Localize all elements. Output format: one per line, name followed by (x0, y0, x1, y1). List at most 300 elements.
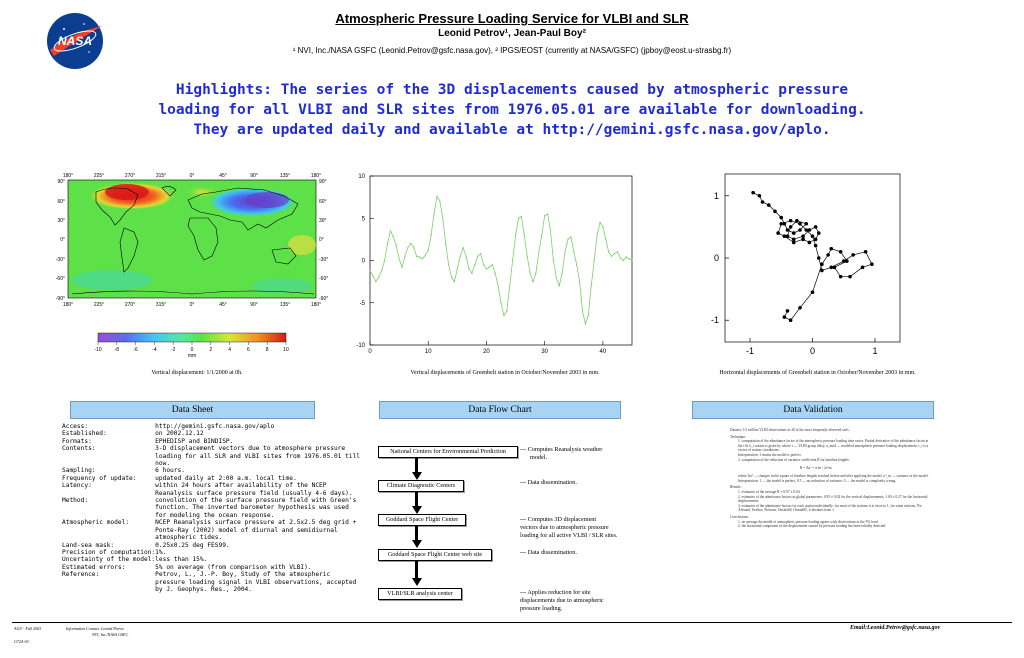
flow-note-line: model. (530, 454, 548, 461)
flow-box-cdc: Climate Diagnostic Centers (378, 480, 464, 492)
data-point (524, 234, 525, 235)
data-sheet-key: Estimated errors: (62, 563, 126, 571)
data-point (480, 253, 481, 254)
lon-label: 0° (189, 173, 195, 179)
data-point (527, 256, 528, 257)
data-point (439, 201, 440, 202)
x-tick-label: 20 (483, 349, 490, 355)
data-sheet-value: 1%. (155, 548, 167, 556)
flow-note-line: loading for all active VLBI / SLR sites. (520, 532, 618, 539)
data-point (811, 234, 815, 238)
lon-label: 225° (93, 173, 105, 179)
footer-affil: NVI, Inc./NASA GSFC (92, 632, 129, 637)
data-sheet-key: Sampling: (62, 467, 96, 475)
lon-label: 315° (155, 173, 167, 179)
data-sheet-table (62, 423, 362, 593)
data-point (547, 213, 548, 214)
data-point (783, 234, 787, 238)
lon-label: 90° (250, 173, 258, 179)
validation-item: 1. computation of the admittance factor of the atmospheric pressure loading time series. Partial derivative of the admittance factor at the i-th d_i station is given by where τ — VLBI group delay, a_mod — modeled atmospheric pressure loading displacement, r_i is a vector of station coordinates. (738, 439, 929, 453)
flow-arrow-shaft (415, 561, 418, 579)
horizontal-displacement-chart (695, 172, 905, 362)
data-point (814, 238, 818, 242)
data-sheet-value: EPHEDISP and BINDISP. (155, 437, 234, 445)
lon-label: 180° (310, 302, 322, 308)
data-point (817, 231, 821, 235)
flow-note-line: --- Applies reduction for site (520, 589, 591, 596)
data-sheet-row (62, 564, 362, 571)
series-line (753, 193, 872, 321)
flow-box-gsfc: Goddard Space Flight Center (378, 514, 466, 526)
data-sheet-row (62, 438, 362, 445)
data-point (826, 253, 830, 257)
data-point (454, 281, 455, 282)
validation-item: Interpretation: 1 — the model is perfect, 0.5 — no reduction of variance, 0 — the model is completely wrong. (738, 478, 897, 483)
lon-label: 315° (155, 302, 167, 308)
data-point (751, 191, 755, 195)
data-point (842, 259, 846, 263)
lon-label: 135° (279, 173, 291, 179)
data-point (795, 219, 799, 223)
data-point (521, 216, 522, 217)
data-point (410, 243, 411, 244)
flow-arrow-shaft (415, 458, 418, 473)
data-sheet-key: Land-sea mask: (62, 541, 115, 549)
highlights-line: They are updated daily and available at http://gemini.gsfc.nasa.gov/aplo. (193, 122, 831, 138)
x-tick-label: 1 (872, 346, 878, 356)
data-point (783, 315, 787, 319)
data-point (425, 255, 426, 256)
footer-meeting: AGU - Fall 2003 (14, 626, 42, 631)
formula: R = Δσ² + σ²m / 2σ²m (800, 466, 832, 471)
lon-label: 270° (124, 302, 136, 308)
validation-dataset: Dataset: 3.5 million VLBI observations at 40 of the most frequently observed sites. (730, 428, 850, 432)
lat-label: -60° (319, 276, 329, 282)
flow-arrow-head (412, 578, 422, 586)
data-flow-chart (378, 443, 648, 623)
data-point (804, 228, 808, 232)
footer-email: Email:Leonid.Petrov@gsfc.nasa.gov (850, 625, 941, 631)
data-point (585, 323, 586, 324)
data-point (381, 270, 382, 271)
y-tick-label: 0 (361, 258, 365, 265)
data-point (789, 225, 793, 229)
flow-note-line: displacements due to atmospheric (520, 597, 604, 604)
data-point (451, 277, 452, 278)
flow-box-ncep: National Centers for Environmental Prediction (378, 446, 518, 458)
data-sheet-row (62, 519, 362, 541)
data-point (798, 222, 802, 226)
data-point (378, 277, 379, 278)
data-point (422, 258, 423, 259)
data-sheet-value: within 24 hours after availability of the NCEP Reanalysis surface pressure field (usually 4-6 days). (155, 482, 353, 497)
horizontal-chart-caption: Horizontal displacements of Greenbelt station in October/November 2003 in mm. (719, 370, 916, 376)
data-point (398, 258, 399, 259)
data-point (532, 281, 533, 282)
data-point (564, 251, 565, 252)
data-validation-header: Data Validation (692, 401, 934, 419)
highlights-line: loading for all VLBI and SLR sites from 1976.05.01 are available for downloading. (158, 102, 866, 118)
lat-label: -60° (55, 276, 65, 282)
data-sheet-key: Reference: (62, 571, 100, 579)
data-sheet-row (62, 445, 362, 467)
data-point (845, 259, 849, 263)
lon-label: 270° (124, 173, 136, 179)
highlights-line: Highlights: The series of the 3D displacements caused by atmospheric pressure (175, 82, 849, 98)
data-point (512, 260, 513, 261)
colorbar-tick-label: 8 (265, 347, 269, 353)
data-point (620, 257, 621, 258)
lon-label: 135° (279, 302, 291, 308)
data-point (457, 268, 458, 269)
data-point (783, 222, 787, 226)
data-point (864, 250, 868, 254)
logo-text: NASA (57, 34, 93, 48)
data-point (413, 246, 414, 247)
data-sheet-value: less than 15%. (155, 556, 208, 564)
data-point (786, 234, 790, 238)
data-point (779, 216, 783, 220)
data-point (541, 234, 542, 235)
data-sheet-key: Access: (62, 423, 89, 430)
data-point (576, 264, 577, 265)
data-point (579, 281, 580, 282)
data-point (477, 256, 478, 257)
map-caption: Vertical displacement: 1/1/2000 at 0h. (151, 370, 243, 376)
data-sheet-value: updated daily at 2:00 a.m. local time. (155, 474, 297, 482)
highlights (60, 80, 964, 140)
lat-label: 30° (319, 218, 327, 224)
data-point (596, 234, 597, 235)
data-point (625, 256, 626, 257)
data-sheet-header: Data Sheet (70, 401, 315, 419)
data-sheet-value: http://gemini.gsfc.nasa.gov/aplo (155, 423, 275, 430)
flow-note-line: vectors due to atmospheric pressure (520, 524, 609, 531)
data-point (387, 243, 388, 244)
flow-note-analysis (520, 589, 604, 613)
flow-arrow-head (412, 506, 422, 514)
data-point (588, 315, 589, 316)
flow-note-gsfc (520, 516, 618, 540)
authors: Leonid Petrov¹, Jean-Paul Boy² (438, 28, 586, 39)
data-point (494, 272, 495, 273)
data-sheet-value: 5% on average (from comparison with VLBI). (155, 563, 312, 571)
flow-box-gsfc-web: Goddard Space Flight Center web site (378, 549, 492, 561)
plot-frame (725, 174, 900, 342)
data-point (761, 200, 765, 204)
data-sheet-row (62, 549, 362, 556)
data-point (460, 256, 461, 257)
validation-conclusions: Conclusions: (730, 514, 749, 519)
flow-arrow-head (412, 540, 422, 548)
data-point (430, 234, 431, 235)
data-point (602, 226, 603, 227)
footer-rule (12, 622, 1012, 623)
data-point (801, 238, 805, 242)
data-point (798, 228, 802, 232)
validation-item: 2. computation of the reduction of variance coefficient R for baseline lengths: (738, 457, 850, 462)
flow-note-line: --- Computes 3D displacement (520, 516, 597, 523)
data-point (773, 210, 777, 214)
data-point (556, 277, 557, 278)
data-flow-header: Data Flow Chart (379, 401, 621, 419)
data-point (573, 251, 574, 252)
colorbar-tick-label: -8 (114, 347, 120, 353)
flow-arrow-head (412, 472, 422, 480)
affiliations: ¹ NVI, Inc./NASA GSFC (Leonid.Petrov@gsfc.nasa.gov), ² IPGS/EOST (currently at NASA/GSFC) (jpboy@eost.u-strasbg.fr) (292, 46, 732, 55)
lat-label: -30° (55, 257, 65, 263)
colorbar-tick-label: -6 (133, 347, 138, 353)
x-tick-label: 0 (809, 346, 816, 356)
data-point (623, 260, 624, 261)
flow-note-line: pressure loading. (520, 605, 563, 612)
data-sheet-row (62, 497, 362, 519)
data-point (776, 231, 780, 235)
data-sheet-row (62, 556, 362, 563)
data-point (808, 228, 812, 232)
data-point (404, 256, 405, 257)
data-point (814, 244, 818, 248)
lat-label: 30° (57, 218, 65, 224)
data-point (817, 256, 821, 260)
lon-label: 225° (93, 302, 105, 308)
data-point (396, 245, 397, 246)
lat-label: 0° (319, 237, 324, 243)
colorbar-tick-label: 0 (190, 347, 194, 353)
flow-note-gsfc-web: --- Data dissemination. (520, 549, 577, 556)
y-tick-label: 10 (358, 174, 365, 180)
data-point (833, 266, 837, 270)
data-point (792, 238, 796, 242)
y-tick-label: 1 (713, 190, 719, 201)
data-point (786, 309, 790, 313)
colorbar-tick-label: -10 (94, 347, 102, 353)
data-point (384, 260, 385, 261)
x-tick-label: 40 (599, 349, 607, 355)
data-point (570, 236, 571, 237)
displacement-map (52, 170, 342, 385)
data-point (599, 222, 600, 223)
data-point (605, 239, 606, 240)
validation-item: 1. estimates of the average R = 0.97 ± 0.04 (738, 489, 800, 494)
lon-label: 180° (62, 302, 74, 308)
x-tick-label: 0 (368, 349, 372, 355)
flow-note-line: --- Computes Reanalysis weather (520, 446, 603, 453)
data-point (608, 251, 609, 252)
colorbar-tick-label: 10 (283, 347, 289, 353)
data-point (515, 234, 516, 235)
footer-id: G72A-03 (14, 639, 29, 644)
data-point (561, 272, 562, 273)
data-point (390, 230, 391, 231)
data-point (591, 285, 592, 286)
plot-frame (370, 176, 632, 345)
data-point (509, 285, 510, 286)
lon-label: 0° (189, 302, 195, 308)
data-sheet-row (62, 475, 362, 482)
data-point (798, 306, 802, 310)
data-sheet-row (62, 430, 362, 437)
data-point (614, 253, 615, 254)
data-sheet-key: Frequency of update: (62, 474, 137, 482)
data-sheet-row (62, 571, 362, 593)
validation-item: where Δσ² — changes in the square of baseline lengths residual before and after applying the model, σ²_m — variance of the model. (738, 474, 929, 479)
data-point (489, 267, 490, 268)
data-point (839, 275, 843, 279)
lat-label: 0° (60, 237, 65, 243)
y-tick-label: -5 (359, 300, 365, 307)
data-point (792, 241, 796, 245)
lat-label: 90° (319, 179, 327, 185)
data-point (767, 203, 771, 207)
data-point (433, 213, 434, 214)
validation-item: 3. estimates of the admittance factors for each station individually: for most of the stations it is close to 1, for some stations, Ny-Ålesund, Svetloe, Pietown, Onsala60, Onsala85, it deviates from 1. (738, 503, 923, 513)
x-tick-label: 10 (424, 349, 432, 355)
data-sheet-key: Formats: (62, 437, 92, 445)
validation-item: 2. estimates of the admittance factors as global parameters: 0.95 ± 0.02 for the vertical displacements, 1.00 ± 0.27 for the horizontal displacements. (738, 494, 928, 504)
data-point (820, 262, 824, 266)
data-sheet-key: Atmospheric model: (62, 519, 130, 527)
data-point (628, 258, 629, 259)
flow-arrow-shaft (415, 492, 418, 507)
y-tick-label: 0 (713, 253, 719, 263)
data-point (428, 250, 429, 251)
data-point (462, 247, 463, 248)
colorbar-tick-label: 6 (247, 347, 250, 353)
data-point (829, 247, 833, 251)
poster-title: Atmospheric Pressure Loading Service for VLBI and SLR (335, 11, 689, 26)
data-point (786, 228, 790, 232)
lat-label: -90° (319, 296, 329, 302)
data-sheet-value: 3-D displacement vectors due to atmosphere pressure loading for all SLR and VLBI sites from 1976.05.01 till now. (155, 445, 361, 468)
data-point (550, 230, 551, 231)
flow-note-cdc: --- Data dissemination. (520, 479, 577, 486)
data-point (870, 262, 874, 266)
data-point (448, 264, 449, 265)
colorbar (98, 333, 286, 342)
y-tick-label: 5 (361, 216, 365, 223)
data-point (497, 285, 498, 286)
data-point (544, 215, 545, 216)
validation-text (730, 428, 930, 529)
footer-contact: Information Contact: Leonid Petrov (66, 626, 124, 631)
data-point (535, 272, 536, 273)
data-point (758, 194, 762, 198)
data-point (779, 222, 783, 226)
data-point (820, 269, 824, 273)
data-point (839, 250, 843, 254)
data-point (582, 311, 583, 312)
data-sheet-value: 6 hours. (155, 467, 185, 475)
flow-note-ncep (520, 446, 602, 462)
data-sheet-row (62, 542, 362, 549)
data-point (465, 256, 466, 257)
data-point (468, 268, 469, 269)
data-point (829, 266, 833, 270)
series-line (370, 196, 632, 324)
colorbar-tick-label: -2 (170, 347, 176, 353)
lon-label: 90° (250, 302, 258, 308)
vertical-displacement-chart (340, 168, 640, 358)
data-point (442, 218, 443, 219)
colorbar-tick-label: 4 (228, 347, 231, 353)
data-point (611, 256, 612, 257)
data-sheet-value: on 2002.12.12 (155, 430, 204, 438)
data-sheet-key: Contents: (62, 445, 96, 453)
data-point (372, 275, 373, 276)
validation-results: Results: (730, 485, 742, 490)
data-point (369, 270, 370, 271)
x-tick-label: 30 (541, 349, 549, 355)
y-tick-label: -10 (356, 343, 365, 349)
data-point (492, 264, 493, 265)
data-point (811, 290, 815, 294)
data-point (538, 251, 539, 252)
data-point (801, 234, 805, 238)
validation-technique: Technique: (730, 434, 746, 439)
validation-item: Interpretation: 1 means the model is perfect. (738, 452, 802, 457)
lon-label: 180° (62, 173, 74, 179)
data-point (500, 302, 501, 303)
data-point (436, 196, 437, 197)
data-point (416, 256, 417, 257)
lat-label: -90° (55, 296, 65, 302)
data-point (617, 251, 618, 252)
data-point (445, 243, 446, 244)
lat-label: 60° (57, 199, 65, 205)
data-point (861, 266, 865, 270)
data-sheet-key: Method: (62, 497, 89, 505)
data-sheet-row (62, 467, 362, 474)
lon-label: 45° (219, 173, 227, 179)
horizontal-displacement-svg (695, 172, 905, 362)
data-sheet-key: Established: (62, 430, 107, 438)
data-point (848, 275, 852, 279)
data-point (486, 268, 487, 269)
data-sheet-value: NCEP Reanalysis surface pressure at 2.5x2.5 deg grid + Ponte-Ray (2002) model of diurnal and semidiurnal atmospheric tides. (155, 519, 357, 542)
data-sheet-value: 0.25x0.25 deg FES99. (155, 541, 230, 549)
data-point (804, 222, 808, 226)
lon-label: 45° (219, 302, 227, 308)
data-point (419, 256, 420, 257)
lat-label: 60° (319, 199, 327, 205)
data-point (518, 218, 519, 219)
colorbar-tick-label: -4 (152, 347, 157, 353)
colorbar-tick-label: 2 (209, 347, 213, 353)
data-sheet-value: convolution of the surface pressure field with Green's function. The inverted barometer hypothesis was used for modeling the ocean response. (155, 497, 357, 519)
data-point (407, 247, 408, 248)
data-point (471, 272, 472, 273)
displacement-map-figure (52, 170, 342, 385)
data-point (808, 241, 812, 245)
data-point (631, 260, 632, 261)
data-point (789, 318, 793, 322)
y-tick-label: -1 (710, 315, 719, 326)
vertical-displacement-svg (340, 168, 640, 358)
data-point (506, 311, 507, 312)
data-point (789, 219, 793, 223)
data-point (814, 225, 818, 229)
data-sheet-row (62, 482, 362, 497)
data-point (553, 260, 554, 261)
data-sheet-key: Latency: (62, 482, 92, 490)
flow-arrow-shaft (415, 526, 418, 541)
data-sheet-key: Precision of computation: (62, 548, 156, 556)
data-point (529, 272, 530, 273)
data-point (474, 264, 475, 265)
data-sheet-key: Uncertainty of the model: (62, 556, 156, 564)
vertical-chart-caption: Vertical displacements of Greenbelt station in October/November 2003 in mm. (410, 370, 600, 376)
